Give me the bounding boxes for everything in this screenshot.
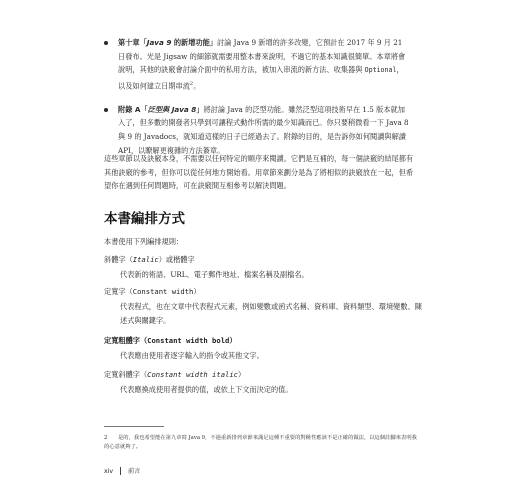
bullet-text-tail: 。 <box>193 81 201 91</box>
bullet-lead: 第十章「 <box>118 38 147 47</box>
bullet-dot-icon <box>104 41 108 45</box>
bullet-lead-italic: 泛型與 Java 8 <box>147 104 197 114</box>
footnote-reference[interactable]: 2 <box>189 80 194 87</box>
bullet-text-end: ，以及如何建立日期串流 <box>118 65 404 91</box>
intro-paragraph: 這些章節以及訣竅本身，不需要以任何特定的順序來閱讀。它們是互補的，每一個訣竅的結尾都有其他訣竅的參考，但你可以從任何地方開始看。用章節來劃分是為了將相似的訣竅放在一起，但希望你在遇到任何問題時，可在訣竅間互相參考以解決問題。 <box>104 154 414 191</box>
bullet-text: 將討論 Java 的泛型功能。雖然泛型這項技術早在 1.5 版本就加入了，但多數的開發者只學到可讓程式動作所需的最少知識而已。你只要稍微看一下 Java 8 與 9 的 Javadocs，就知道這樣的日子已經過去了。附錄的目的，是告訴你如何閱讀與解讀 API，以瞭解更複雜的方法簽章。 <box>118 104 409 155</box>
convention-constant-width <box>104 286 424 327</box>
bullet-item-chapter-10 <box>104 36 410 93</box>
bullet-lead-italic: Java 9 <box>146 38 172 47</box>
convention-term: 斜體字（Italic）或楷體字 <box>104 255 195 264</box>
footnote-text: 是的，我也希望能在第九章寫 Java 9，不過重新排列章節來滿足這種不重要的對稱性應該不是正確的做法，以這個註腳來表明我的心意就夠了。 <box>104 435 417 450</box>
convention-constant-width-italic <box>104 369 424 397</box>
bullet-lead-rest: 」 <box>196 104 204 114</box>
bullet-item-appendix-a <box>104 103 410 157</box>
page-footer <box>104 466 140 475</box>
convention-description: 代表新的術語、URL、電子郵件地址、檔案名稱及副檔名。 <box>120 270 309 279</box>
bullet-lead: 附錄 A「 <box>118 104 148 114</box>
chapter-bullet-list <box>104 36 410 167</box>
bullet-lead-rest: 的新增功能」 <box>171 38 217 47</box>
footnote <box>104 434 422 451</box>
convention-description: 代表應換成使用者提供的值，或依上下文而決定的值。 <box>120 385 293 394</box>
convention-description: 代表程式，也在文章中代表程式元素，例如變數或函式名稱、資料庫、資料類型、環境變數、陳述式與關鍵字。 <box>120 302 422 325</box>
convention-description: 代表應由使用者逐字輸入的指令或其他文字。 <box>120 351 264 360</box>
footer-section: 前言 <box>128 468 141 475</box>
page-number: xiv <box>104 468 114 475</box>
convention-constant-width-bold <box>104 335 424 363</box>
bullet-code: Optional <box>364 66 397 75</box>
bullet-text: 討論 Java 9 新增的許多改變，它預計在 2017 年 9 月 21 日發布。光是 Jigsaw 的細節就需要用整本書來說明，不過它的基本知識很簡單。本章將會說明，其他的訣竅會討論介面中的私用方法，被加入串流的新方法、收集器與 <box>118 38 406 75</box>
section-intro: 本書使用下列編排規則： <box>104 237 184 246</box>
section-heading: 本書編排方式 <box>104 211 185 227</box>
convention-term: 定寬字（Constant width） <box>104 287 201 296</box>
convention-term: 定寬粗體字（Constant width bold） <box>104 336 237 345</box>
convention-italic <box>104 254 424 282</box>
footer-separator <box>120 467 121 475</box>
footnote-divider <box>104 426 164 427</box>
footnote-number: 2 <box>104 435 108 441</box>
convention-term: 定寬斜體字（Constant width italic） <box>104 370 246 379</box>
bullet-dot-icon <box>104 108 108 112</box>
